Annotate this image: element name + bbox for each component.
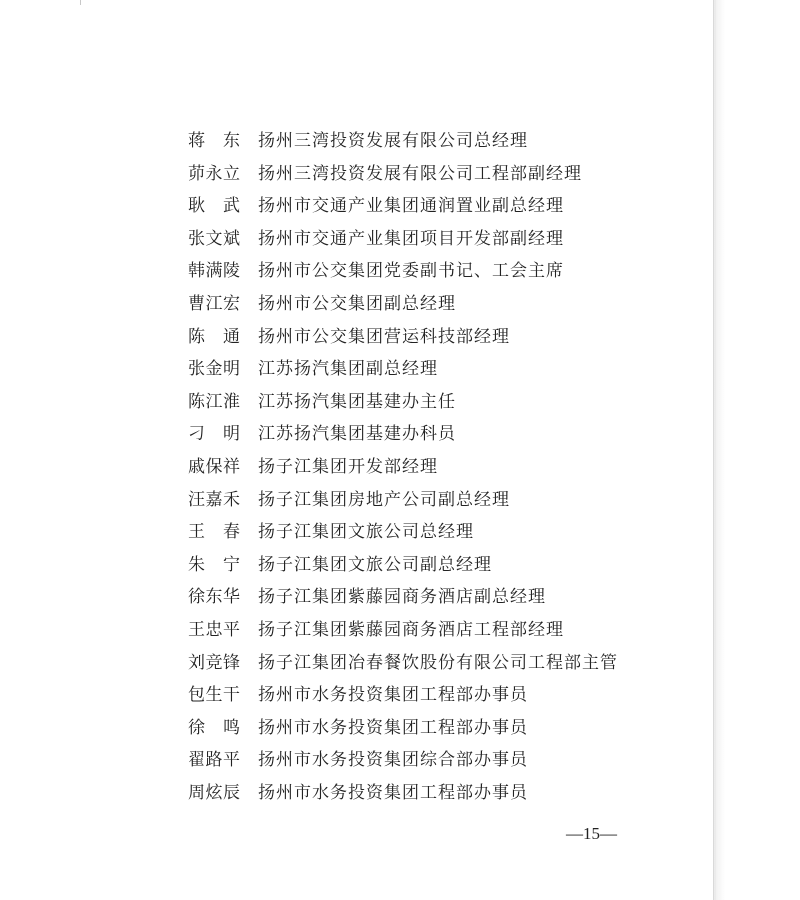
person-title: 扬子江集团文旅公司副总经理	[258, 554, 492, 575]
scan-border	[713, 0, 800, 900]
person-name: 翟路平	[188, 750, 241, 771]
list-item	[0, 289, 713, 322]
person-title: 扬州市水务投资集团工程部办事员	[258, 717, 528, 738]
list-item	[0, 648, 713, 681]
list-item	[0, 550, 713, 583]
person-title: 扬子江集团房地产公司副总经理	[258, 489, 510, 510]
page-number: —15—	[566, 824, 617, 843]
person-name: 陈 通	[188, 326, 241, 347]
list-item	[0, 387, 713, 420]
list-item	[0, 159, 713, 192]
person-name: 王忠平	[188, 619, 241, 640]
person-title: 扬州市水务投资集团综合部办事员	[258, 750, 528, 771]
list-item	[0, 517, 713, 550]
person-name: 韩满陵	[188, 261, 241, 282]
list-item	[0, 615, 713, 648]
person-name: 刘竞锋	[188, 652, 241, 673]
person-title: 扬州三湾投资发展有限公司工程部副经理	[258, 163, 582, 184]
list-item	[0, 354, 713, 387]
person-name: 陈江淮	[188, 391, 241, 412]
person-name: 王 春	[188, 522, 241, 543]
person-title: 扬子江集团开发部经理	[258, 456, 438, 477]
person-name: 耿 武	[188, 196, 241, 217]
list-item	[0, 224, 713, 257]
list-item	[0, 680, 713, 713]
person-name: 刁 明	[188, 424, 241, 445]
person-name: 汪嘉禾	[188, 489, 241, 510]
person-title: 扬州市公交集团党委副书记、工会主席	[258, 261, 564, 282]
person-title: 扬子江集团紫藤园商务酒店副总经理	[258, 587, 546, 608]
personnel-list	[0, 126, 713, 810]
list-item	[0, 485, 713, 518]
list-item	[0, 778, 713, 811]
person-title: 扬州市公交集团副总经理	[258, 293, 456, 314]
list-item	[0, 582, 713, 615]
person-title: 江苏扬汽集团副总经理	[258, 359, 438, 380]
person-name: 周炫辰	[188, 782, 241, 803]
person-name: 曹江宏	[188, 293, 241, 314]
person-name: 包生干	[188, 685, 241, 706]
person-title: 扬子江集团文旅公司总经理	[258, 522, 474, 543]
person-name: 张金明	[188, 359, 241, 380]
person-title: 扬州市水务投资集团工程部办事员	[258, 685, 528, 706]
person-title: 扬子江集团紫藤园商务酒店工程部经理	[258, 619, 564, 640]
person-title: 扬州市公交集团营运科技部经理	[258, 326, 510, 347]
person-name: 张文斌	[188, 228, 241, 249]
person-name: 徐 鸣	[188, 717, 241, 738]
list-item	[0, 713, 713, 746]
person-name: 蒋 东	[188, 131, 241, 151]
person-name: 戚保祥	[188, 456, 241, 477]
list-item	[0, 191, 713, 224]
scan-edge-mark	[80, 0, 81, 5]
list-item	[0, 452, 713, 485]
person-name: 茆永立	[188, 163, 241, 184]
person-title: 扬子江集团冶春餐饮股份有限公司工程部主管	[258, 652, 618, 673]
person-name: 徐东华	[188, 587, 241, 608]
person-title: 扬州市交通产业集团项目开发部副经理	[258, 228, 564, 249]
person-title: 扬州市交通产业集团通润置业副总经理	[258, 196, 564, 217]
list-item	[0, 126, 713, 159]
list-item	[0, 419, 713, 452]
list-item	[0, 322, 713, 355]
person-name: 朱 宁	[188, 554, 241, 575]
list-item	[0, 256, 713, 289]
person-title: 江苏扬汽集团基建办科员	[258, 424, 456, 445]
person-title: 江苏扬汽集团基建办主任	[258, 391, 456, 412]
list-item	[0, 745, 713, 778]
person-title: 扬州市水务投资集团工程部办事员	[258, 782, 528, 803]
person-title: 扬州三湾投资发展有限公司总经理	[258, 131, 528, 151]
